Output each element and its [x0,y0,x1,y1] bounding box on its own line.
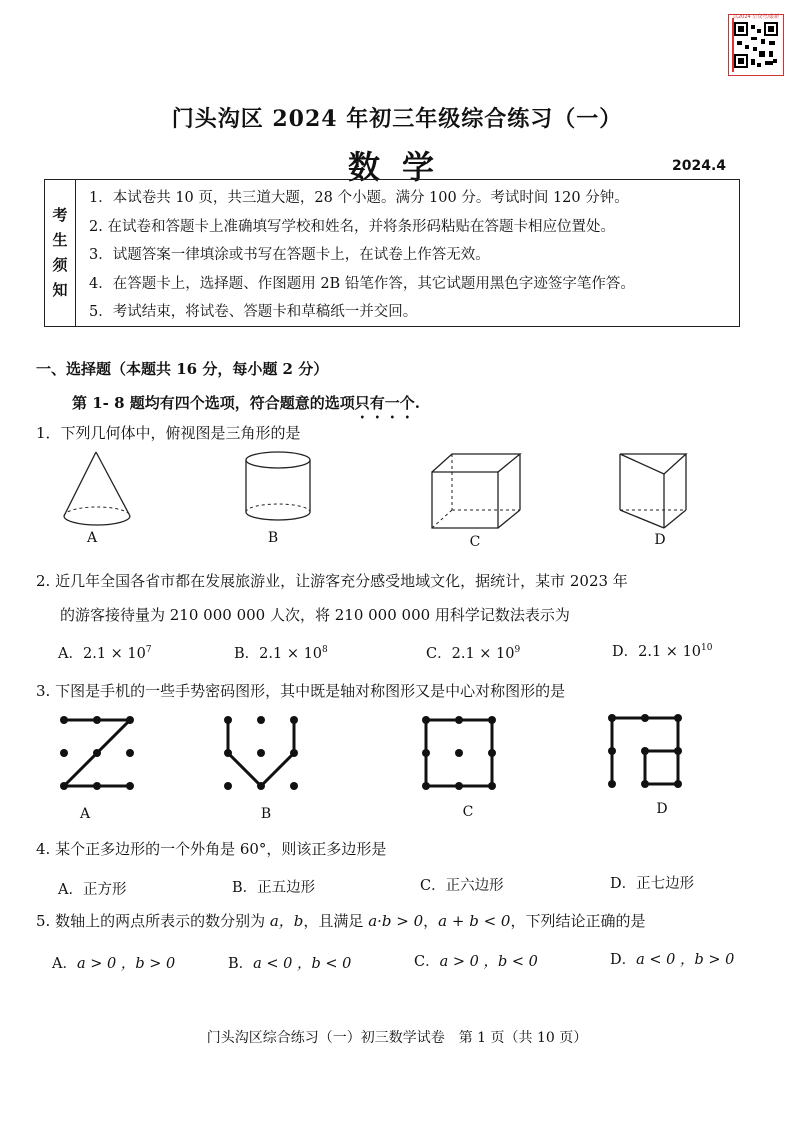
cube-figure [426,448,526,533]
notice-label-char: 须 [52,256,68,274]
question-4-stem: 4. 某个正多边形的一个外角是 60°，则该正多边形是 [36,840,387,858]
qr-code [728,14,784,76]
stem-variables: a，b [269,912,304,930]
option-label: B． [234,646,260,662]
option-exponent: 9 [514,645,521,656]
option-text: a > 0 ，b > 0 [76,956,176,972]
option-exponent: 7 [145,645,152,656]
question-4-option: A．正方形 [58,882,127,898]
cone-figure [58,448,138,528]
notice-list [89,184,737,327]
question-5-option [414,950,538,971]
option-base: 2.1 × 10 [82,646,146,662]
page-footer: 门头沟区综合练习（一）初三数学试卷 第 1 页（共 10 页） [206,1030,588,1046]
stem-text: ，下列结论正确的是 [510,912,646,930]
question-1-stem: 1．下列几何体中，俯视图是三角形的是 [36,424,301,442]
option-text: a > 0 ，b < 0 [439,954,538,970]
question-5-option [610,948,734,969]
option-exponent: 10 [701,643,713,654]
question-2-line2: 的游客接待量为 210 000 000 人次，将 210 000 000 用科学记数法表示为 [60,606,570,624]
condition-sum: a + b < 0 [438,912,511,930]
notice-label-char: 知 [52,281,68,299]
question-5-stem [36,910,646,931]
section-heading: 一、选择题（本题共 16 分，每小题 2 分） [36,360,329,378]
figure-label: C [462,804,474,820]
question-4-option: C．正六边形 [420,878,504,894]
question-4-option: B．正五边形 [232,880,316,896]
notice-item: 3．试题答案一律填涂或书写在答题卡上，在试卷上作答无效。 [89,247,490,263]
question-3-stem: 3. 下图是手机的一些手势密码图形，其中既是轴对称图形又是中心对称图形的是 [36,682,566,700]
notice-item: 5．考试结束，将试卷、答题卡和草稿纸一并交回。 [89,304,418,320]
figure-label: D [656,801,668,817]
notice-label-char: 考 [52,206,68,224]
stem-text: 5. 数轴上的两点所表示的数分别为 [36,912,270,930]
notice-item: 2. 在试卷和答题卡上准确填写学校和姓名，并将条形码粘贴在答题卡相应位置处。 [89,218,615,235]
question-2-option [426,642,520,663]
figure-label: A [86,530,98,546]
subject-title: 数学 [348,148,457,186]
notice-item: 4．在答题卡上，选择题、作图题用 2B 铅笔作答，其它试题用黑色字迹签字笔作答。 [89,275,635,292]
instruction-end: . [414,394,421,412]
gesture-pattern-a [54,710,144,800]
option-text: a < 0 ，b < 0 [253,956,352,972]
figure-label: B [260,806,272,822]
option-label: C． [426,646,452,662]
instruction-text: 第 1- 8 题均有四个选项，符合题意的选项 [72,394,355,412]
stem-separator: ， [423,912,439,930]
option-exponent: 8 [322,645,328,656]
notice-item: 1．本试卷共 10 页，共三道大题，28 个小题。满分 100 分。考试时间 120 分钟。 [89,190,629,206]
exam-date: 2024.4 [672,158,727,174]
option-label: A． [52,956,77,972]
exam-title: 门头沟区 2024 年初三年级综合练习（一） [171,106,623,132]
gesture-pattern-d [602,708,692,798]
question-5-option [52,952,175,973]
option-label: D． [610,952,637,968]
figure-label: A [79,806,91,822]
qr-caption: 以2024 公众号/最新 [733,14,779,20]
figure-label: B [267,530,279,546]
question-2-option [234,642,328,663]
stem-text: ，且满足 [303,912,369,930]
option-text: a < 0 ，b > 0 [636,952,735,968]
exam-notice-box [44,179,740,327]
gesture-pattern-c [416,710,506,800]
cylinder-figure [238,448,318,528]
figure-label: D [654,532,666,548]
figure-label: C [469,534,481,550]
prism-figure [614,446,694,531]
question-2-option [612,640,712,661]
question-2-option [58,642,152,663]
option-base: 2.1 × 10 [451,646,515,662]
option-label: C． [414,954,440,970]
qr-pattern [729,15,783,75]
question-5-option [228,952,351,973]
instruction-emphasis: 只有一个 [354,394,415,412]
question-2-line1: 2. 近几年全国各省市都在发展旅游业，让游客充分感受地域文化，据统计，某市 2023 年 [36,572,628,590]
section-instruction [72,392,420,422]
notice-label [45,180,76,326]
option-label: B． [228,956,254,972]
option-base: 2.1 × 10 [638,644,702,660]
question-4-option: D．正七边形 [610,876,695,892]
option-label: A． [58,646,83,662]
option-base: 2.1 × 10 [259,646,323,662]
option-label: D． [612,644,639,660]
gesture-pattern-b [218,710,308,800]
notice-label-char: 生 [52,231,68,249]
condition-product: a·b > 0 [368,912,424,930]
